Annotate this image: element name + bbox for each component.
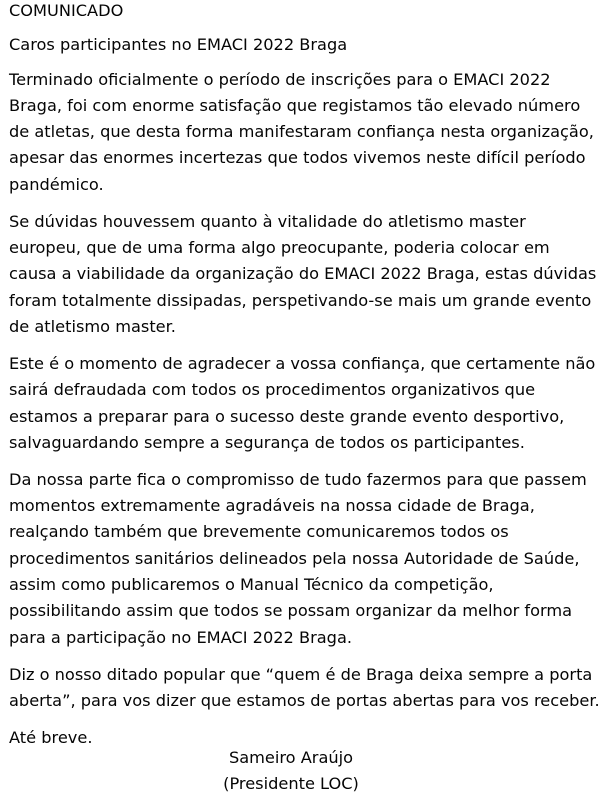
post-paragraph: Terminado oficialmente o período de inscrições para o EMACI 2022 Braga, foi com enorme satisfação que registamos tão elevado número de atletas, que desta forma manifestaram confiança nesta organização, apesar das enormes incertezas que todos vivemos neste difícil período pandémico.: [9, 69, 594, 194]
post-signature: [0, 745, 582, 797]
post-paragraph: Diz o nosso ditado popular que “quem é de Braga deixa sempre a porta aberta”, para vos dizer que estamos de portas abertas para vos receber.: [9, 664, 600, 710]
post-greeting: Caros participantes no EMACI 2022 Braga: [9, 35, 348, 55]
post-title: COMUNICADO: [9, 1, 124, 20]
post-content: [9, 0, 601, 751]
post-closing: Até breve.: [9, 727, 93, 747]
signature-role: (Presidente LOC): [223, 774, 359, 793]
signature-name: Sameiro Araújo: [228, 748, 354, 767]
post-paragraph: Se dúvidas houvessem quanto à vitalidade do atletismo master europeu, que de uma forma algo preocupante, poderia colocar em causa a viabilidade da organização do EMACI 2022 Braga, estas dúvidas foram totalmente dissipadas, perspetivando-se mais um grande evento de atletismo master.: [9, 211, 597, 336]
post-paragraph: Da nossa parte fica o compromisso de tudo fazermos para que passem momentos extremamente agradáveis na nossa cidade de Braga, realçando também que brevemente comunicaremos todos os procedimentos sanitários delineados pela nossa Autoridade de Saúde, assim como publicaremos o Manual Técnico da competição, possibilitando assim que todos se possam organizar da melhor forma para a participação no EMACI 2022 Braga.: [9, 469, 587, 647]
post-paragraph: Este é o momento de agradecer a vossa confiança, que certamente não sairá defraudada com todos os procedimentos organizativos que estamos a preparar para o sucesso deste grande evento desportivo, salvaguardando sempre a segurança de todos os participantes.: [9, 353, 596, 452]
